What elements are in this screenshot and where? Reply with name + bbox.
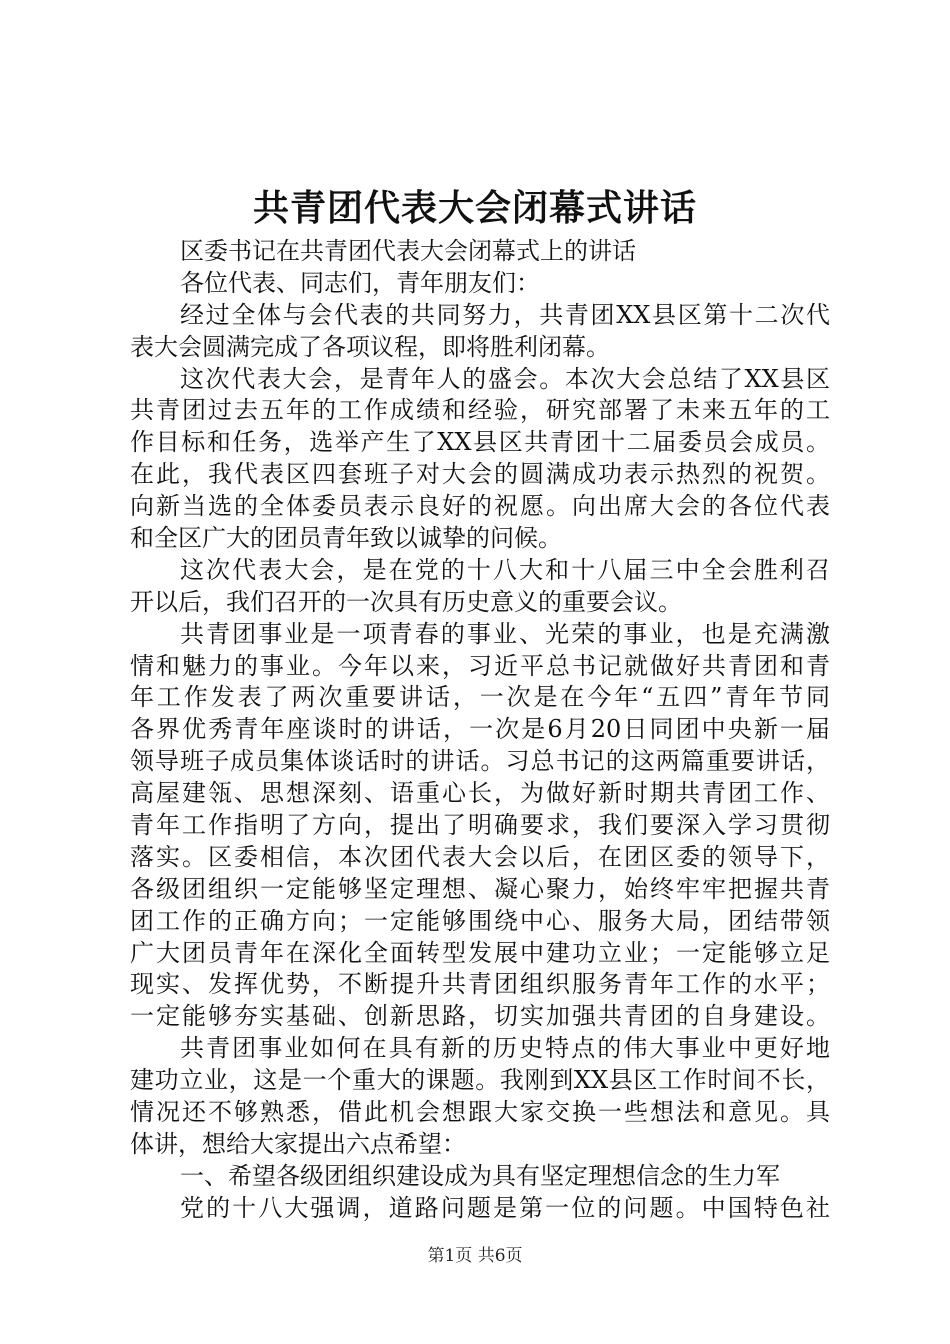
text-line: 青年工作指明了方向，提出了明确要求，我们要深入学习贯彻 [130,811,830,840]
text-line: 一、希望各级团组织建设成为具有坚定理想信念的生力军 [180,1161,780,1190]
text-line: 体讲，想给大家提出六点希望： [130,1129,466,1158]
text-line: 共青团事业如何在具有新的历史特点的伟大事业中更好地 [180,1034,830,1063]
page-footer: 第1页 共6页 [427,1246,523,1266]
text-line: 落实。区委相信，本次团代表大会以后，在团区委的领导下， [130,842,830,871]
text-line: 作目标和任务，选举产生了XX县区共青团十二届委员会成员。 [130,428,830,457]
text-line: 表大会圆满完成了各项议程，即将胜利闭幕。 [130,332,610,361]
document-body [130,236,830,1225]
text-line: 各界优秀青年座谈时的讲话，一次是6月20日同团中央新一届 [130,715,830,744]
text-line: 党的十八大强调，道路问题是第一位的问题。中国特色社 [180,1193,830,1222]
text-line: 年工作发表了两次重要讲话，一次是在今年“五四”青年节同 [130,683,830,712]
text-line: 现实、发挥优势，不断提升共青团组织服务青年工作的水平； [130,970,830,999]
text-line: 广大团员青年在深化全面转型发展中建功立业；一定能够立足 [130,938,830,967]
text-line: 在此，我代表区四套班子对大会的圆满成功表示热烈的祝贺。 [130,460,830,489]
document-title: 共青团代表大会闭幕式讲话 [252,187,697,229]
text-line: 一定能够夯实基础、创新思路，切实加强共青团的自身建设。 [130,1002,830,1031]
text-line: 和全区广大的团员青年致以诚挚的问候。 [130,524,562,553]
text-line: 开以后，我们召开的一次具有历史意义的重要会议。 [130,587,682,616]
text-line: 团工作的正确方向；一定能够围绕中心、服务大局，团结带领 [130,906,830,935]
text-line: 向新当选的全体委员表示良好的祝愿。向出席大会的各位代表 [130,492,830,521]
text-line: 领导班子成员集体谈话时的讲话。习总书记的这两篇重要讲话， [130,747,830,776]
text-line: 建功立业，这是一个重大的课题。我刚到XX县区工作时间不长， [130,1066,830,1095]
text-line: 区委书记在共青团代表大会闭幕式上的讲话 [180,237,636,265]
text-line: 经过全体与会代表的共同努力，共青团XX县区第十二次代 [180,300,830,329]
text-line: 情况还不够熟悉，借此机会想跟大家交换一些想法和意见。具 [130,1098,830,1127]
text-line: 高屋建瓴、思想深刻、语重心长，为做好新时期共青团工作、 [130,779,830,808]
text-line: 各级团组织一定能够坚定理想、凝心聚力，始终牢牢把握共青 [130,874,830,903]
text-line: 共青团过去五年的工作成绩和经验，研究部署了未来五年的工 [130,396,830,425]
text-line: 各位代表、同志们，青年朋友们： [180,268,540,297]
text-line: 这次代表大会，是在党的十八大和十八届三中全会胜利召 [180,555,830,584]
text-line: 情和魅力的事业。今年以来，习近平总书记就做好共青团和青 [130,651,830,680]
text-line: 共青团事业是一项青春的事业、光荣的事业，也是充满激 [180,619,830,648]
text-line: 这次代表大会，是青年人的盛会。本次大会总结了XX县区 [180,364,830,393]
